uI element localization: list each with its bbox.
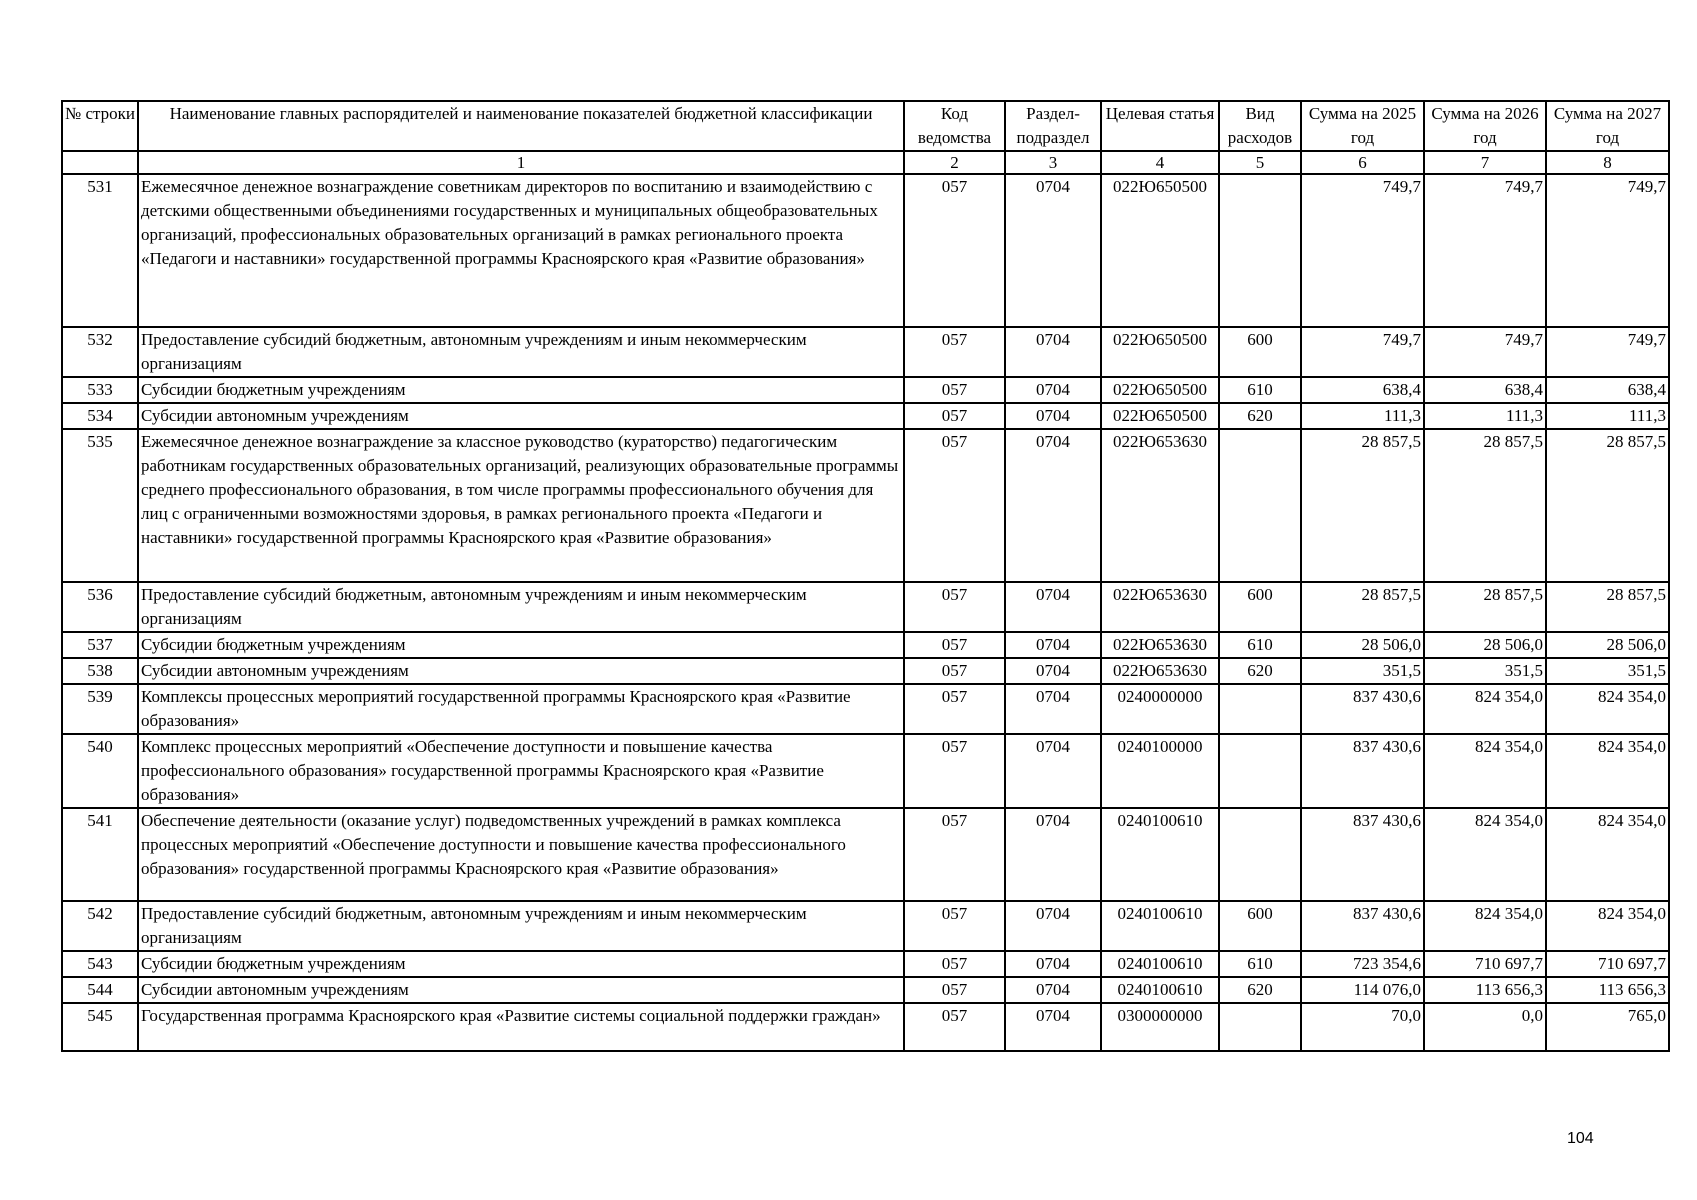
column-number: 4	[1101, 151, 1219, 174]
row-sum-2026: 749,7	[1424, 174, 1546, 327]
table-row	[62, 403, 1669, 429]
row-name: Комплексы процессных мероприятий государственной программы Красноярского края «Развитие образования»	[138, 684, 904, 734]
table-body	[62, 174, 1669, 1051]
row-sum-2025: 111,3	[1301, 403, 1424, 429]
row-section: 0704	[1005, 327, 1101, 377]
row-sum-2025: 28 857,5	[1301, 429, 1424, 582]
row-section: 0704	[1005, 429, 1101, 582]
header-sum-2027: Сумма на 2027 год	[1546, 101, 1669, 151]
row-section: 0704	[1005, 1003, 1101, 1051]
row-number: 533	[62, 377, 138, 403]
row-dept-code: 057	[904, 632, 1005, 658]
column-number: 8	[1546, 151, 1669, 174]
row-section: 0704	[1005, 951, 1101, 977]
column-number: 6	[1301, 151, 1424, 174]
table-row	[62, 174, 1669, 327]
row-sum-2027: 28 857,5	[1546, 582, 1669, 632]
row-sum-2025: 837 430,6	[1301, 684, 1424, 734]
row-target: 022Ю650500	[1101, 377, 1219, 403]
table-row	[62, 377, 1669, 403]
row-target: 0240100610	[1101, 977, 1219, 1003]
header-row	[62, 101, 1669, 151]
row-sum-2027: 111,3	[1546, 403, 1669, 429]
row-target: 0240000000	[1101, 684, 1219, 734]
column-number: 3	[1005, 151, 1101, 174]
row-target: 0300000000	[1101, 1003, 1219, 1051]
row-name: Предоставление субсидий бюджетным, автономным учреждениям и иным некоммерческим организациям	[138, 327, 904, 377]
row-sum-2026: 824 354,0	[1424, 684, 1546, 734]
budget-table	[61, 100, 1670, 1052]
header-sum-2026: Сумма на 2026 год	[1424, 101, 1546, 151]
row-sum-2025: 114 076,0	[1301, 977, 1424, 1003]
row-sum-2027: 749,7	[1546, 174, 1669, 327]
header-row-no: № строки	[62, 101, 138, 151]
row-dept-code: 057	[904, 951, 1005, 977]
row-sum-2027: 824 354,0	[1546, 901, 1669, 951]
row-expense-type: 620	[1219, 658, 1301, 684]
row-expense-type: 600	[1219, 327, 1301, 377]
row-number: 534	[62, 403, 138, 429]
row-target: 022Ю650500	[1101, 403, 1219, 429]
table-row	[62, 951, 1669, 977]
row-sum-2026: 824 354,0	[1424, 734, 1546, 808]
row-expense-type: 610	[1219, 632, 1301, 658]
header-dept-code: Код ведомства	[904, 101, 1005, 151]
header-name: Наименование главных распорядителей и наименование показателей бюджетной классификации	[138, 101, 904, 151]
row-dept-code: 057	[904, 377, 1005, 403]
row-name: Комплекс процессных мероприятий «Обеспечение доступности и повышение качества профессионального образования» государственной программы Красноярского края «Развитие образования»	[138, 734, 904, 808]
row-sum-2026: 28 857,5	[1424, 429, 1546, 582]
row-number: 544	[62, 977, 138, 1003]
row-section: 0704	[1005, 734, 1101, 808]
row-sum-2026: 0,0	[1424, 1003, 1546, 1051]
column-number: 5	[1219, 151, 1301, 174]
row-expense-type: 610	[1219, 377, 1301, 403]
row-sum-2025: 28 506,0	[1301, 632, 1424, 658]
row-number: 543	[62, 951, 138, 977]
row-section: 0704	[1005, 658, 1101, 684]
row-section: 0704	[1005, 684, 1101, 734]
row-dept-code: 057	[904, 174, 1005, 327]
column-number	[62, 151, 138, 174]
table-row	[62, 429, 1669, 582]
row-dept-code: 057	[904, 901, 1005, 951]
row-dept-code: 057	[904, 429, 1005, 582]
page-number: 104	[1567, 1130, 1594, 1147]
row-number: 542	[62, 901, 138, 951]
header-section: Раздел-подраздел	[1005, 101, 1101, 151]
row-section: 0704	[1005, 632, 1101, 658]
row-expense-type: 600	[1219, 582, 1301, 632]
row-target: 022Ю653630	[1101, 582, 1219, 632]
row-section: 0704	[1005, 977, 1101, 1003]
row-dept-code: 057	[904, 1003, 1005, 1051]
row-sum-2026: 710 697,7	[1424, 951, 1546, 977]
row-target: 022Ю650500	[1101, 174, 1219, 327]
row-sum-2025: 837 430,6	[1301, 734, 1424, 808]
row-number: 538	[62, 658, 138, 684]
row-section: 0704	[1005, 377, 1101, 403]
row-sum-2027: 28 506,0	[1546, 632, 1669, 658]
row-target: 0240100000	[1101, 734, 1219, 808]
row-expense-type	[1219, 734, 1301, 808]
table-row	[62, 977, 1669, 1003]
row-target: 0240100610	[1101, 901, 1219, 951]
row-number: 541	[62, 808, 138, 901]
row-target: 0240100610	[1101, 951, 1219, 977]
row-name: Ежемесячное денежное вознаграждение за классное руководство (кураторство) педагогическим работникам государственных образовательных организаций, реализующих образовательные программы среднего профессионального образования, в том числе программы профессионального обучения для лиц с ограниченными возможностями здоровья, в рамках регионального проекта «Педагоги и наставники» государственной программы Красноярского края «Развитие образования»	[138, 429, 904, 582]
row-expense-type	[1219, 174, 1301, 327]
header-sum-2025: Сумма на 2025 год	[1301, 101, 1424, 151]
table-row	[62, 734, 1669, 808]
row-sum-2026: 28 506,0	[1424, 632, 1546, 658]
row-target: 022Ю653630	[1101, 658, 1219, 684]
row-name: Субсидии бюджетным учреждениям	[138, 632, 904, 658]
row-expense-type: 620	[1219, 977, 1301, 1003]
row-sum-2025: 837 430,6	[1301, 901, 1424, 951]
row-dept-code: 057	[904, 327, 1005, 377]
row-sum-2027: 28 857,5	[1546, 429, 1669, 582]
row-sum-2027: 765,0	[1546, 1003, 1669, 1051]
row-dept-code: 057	[904, 658, 1005, 684]
row-sum-2027: 824 354,0	[1546, 684, 1669, 734]
row-sum-2026: 28 857,5	[1424, 582, 1546, 632]
row-sum-2027: 824 354,0	[1546, 734, 1669, 808]
row-target: 0240100610	[1101, 808, 1219, 901]
table-row	[62, 632, 1669, 658]
row-dept-code: 057	[904, 808, 1005, 901]
table-row	[62, 658, 1669, 684]
row-number: 536	[62, 582, 138, 632]
row-number: 545	[62, 1003, 138, 1051]
row-sum-2027: 824 354,0	[1546, 808, 1669, 901]
row-sum-2026: 749,7	[1424, 327, 1546, 377]
row-number: 539	[62, 684, 138, 734]
row-sum-2025: 638,4	[1301, 377, 1424, 403]
row-name: Субсидии бюджетным учреждениям	[138, 951, 904, 977]
table-row	[62, 327, 1669, 377]
row-expense-type	[1219, 808, 1301, 901]
table-row	[62, 808, 1669, 901]
row-number: 535	[62, 429, 138, 582]
row-dept-code: 057	[904, 403, 1005, 429]
column-numbers-row	[62, 151, 1669, 174]
row-sum-2026: 638,4	[1424, 377, 1546, 403]
row-sum-2026: 824 354,0	[1424, 808, 1546, 901]
row-sum-2025: 70,0	[1301, 1003, 1424, 1051]
row-sum-2025: 723 354,6	[1301, 951, 1424, 977]
row-sum-2025: 749,7	[1301, 174, 1424, 327]
table-row	[62, 582, 1669, 632]
row-number: 540	[62, 734, 138, 808]
row-expense-type: 600	[1219, 901, 1301, 951]
row-dept-code: 057	[904, 734, 1005, 808]
row-expense-type: 620	[1219, 403, 1301, 429]
row-target: 022Ю650500	[1101, 327, 1219, 377]
row-dept-code: 057	[904, 582, 1005, 632]
row-name: Ежемесячное денежное вознаграждение советникам директоров по воспитанию и взаимодействию с детскими общественными объединениями государственных и муниципальных общеобразовательных организаций, профессиональных образовательных организаций в рамках регионального проекта «Педагоги и наставники» государственной программы Красноярского края «Развитие образования»	[138, 174, 904, 327]
row-sum-2026: 351,5	[1424, 658, 1546, 684]
row-name: Государственная программа Красноярского края «Развитие системы социальной поддержки граждан»	[138, 1003, 904, 1051]
row-sum-2027: 113 656,3	[1546, 977, 1669, 1003]
row-name: Субсидии бюджетным учреждениям	[138, 377, 904, 403]
row-section: 0704	[1005, 174, 1101, 327]
header-expense-type: Вид расходов	[1219, 101, 1301, 151]
row-dept-code: 057	[904, 684, 1005, 734]
row-name: Субсидии автономным учреждениям	[138, 403, 904, 429]
row-expense-type	[1219, 684, 1301, 734]
row-expense-type	[1219, 1003, 1301, 1051]
row-sum-2026: 111,3	[1424, 403, 1546, 429]
row-name: Предоставление субсидий бюджетным, автономным учреждениям и иным некоммерческим организациям	[138, 582, 904, 632]
row-section: 0704	[1005, 582, 1101, 632]
row-number: 537	[62, 632, 138, 658]
row-sum-2027: 351,5	[1546, 658, 1669, 684]
table-row	[62, 684, 1669, 734]
table-row	[62, 1003, 1669, 1051]
column-number: 2	[904, 151, 1005, 174]
row-sum-2025: 351,5	[1301, 658, 1424, 684]
row-name: Субсидии автономным учреждениям	[138, 977, 904, 1003]
row-expense-type	[1219, 429, 1301, 582]
row-target: 022Ю653630	[1101, 429, 1219, 582]
row-sum-2025: 749,7	[1301, 327, 1424, 377]
row-sum-2026: 113 656,3	[1424, 977, 1546, 1003]
row-section: 0704	[1005, 808, 1101, 901]
row-sum-2026: 824 354,0	[1424, 901, 1546, 951]
row-number: 531	[62, 174, 138, 327]
row-name: Субсидии автономным учреждениям	[138, 658, 904, 684]
row-sum-2027: 710 697,7	[1546, 951, 1669, 977]
row-sum-2025: 28 857,5	[1301, 582, 1424, 632]
row-section: 0704	[1005, 403, 1101, 429]
row-name: Предоставление субсидий бюджетным, автономным учреждениям и иным некоммерческим организациям	[138, 901, 904, 951]
row-expense-type: 610	[1219, 951, 1301, 977]
row-name: Обеспечение деятельности (оказание услуг) подведомственных учреждений в рамках комплекса процессных мероприятий «Обеспечение доступности и повышение качества профессионального образования» государственной программы Красноярского края «Развитие образования»	[138, 808, 904, 901]
column-number: 1	[138, 151, 904, 174]
row-dept-code: 057	[904, 977, 1005, 1003]
row-section: 0704	[1005, 901, 1101, 951]
row-sum-2027: 638,4	[1546, 377, 1669, 403]
column-number: 7	[1424, 151, 1546, 174]
row-sum-2027: 749,7	[1546, 327, 1669, 377]
header-target: Целевая статья	[1101, 101, 1219, 151]
row-number: 532	[62, 327, 138, 377]
row-target: 022Ю653630	[1101, 632, 1219, 658]
table-row	[62, 901, 1669, 951]
row-sum-2025: 837 430,6	[1301, 808, 1424, 901]
